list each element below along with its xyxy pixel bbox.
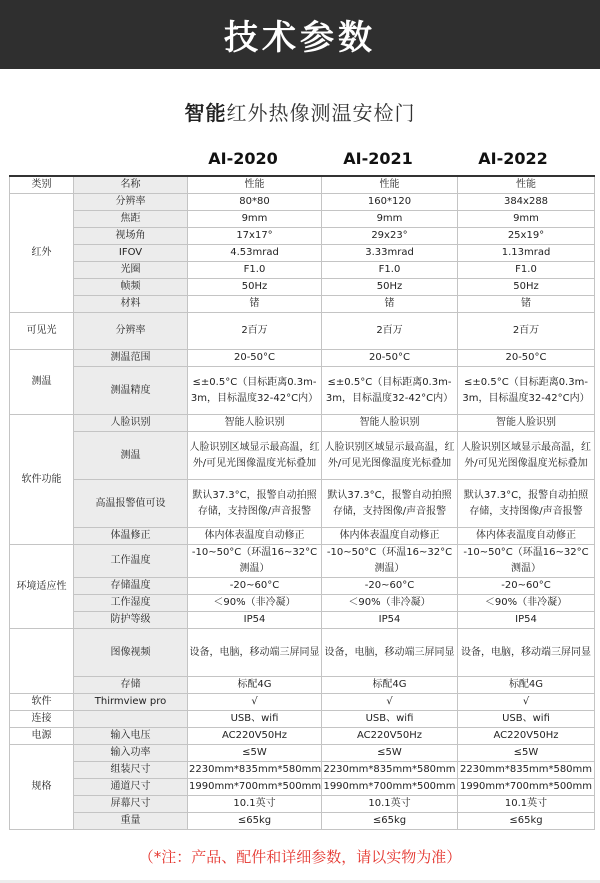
category-cell: 测温 (10, 350, 74, 415)
value-cell: USB、wifi (458, 711, 595, 728)
model-header (0, 145, 600, 175)
param-name-cell: 分辨率 (74, 313, 188, 350)
table-row (10, 545, 595, 578)
value-cell: 9mm (322, 211, 458, 228)
value-cell: 标配4G (322, 677, 458, 694)
value-cell: 标配4G (188, 677, 322, 694)
value-cell: 2百万 (458, 313, 595, 350)
param-name-cell: 重量 (74, 813, 188, 830)
product-title (0, 97, 600, 129)
table-row (10, 279, 595, 296)
value-cell: ＜90%（非冷凝） (458, 595, 595, 612)
table-row (10, 480, 595, 528)
table-row (10, 796, 595, 813)
value-cell: -20~60°C (458, 578, 595, 595)
value-cell: 9mm (458, 211, 595, 228)
param-name-cell: 测温 (74, 432, 188, 480)
value-cell: F1.0 (458, 262, 595, 279)
param-name-cell: 组装尺寸 (74, 762, 188, 779)
value-cell: 25x19° (458, 228, 595, 245)
value-cell: 锗 (458, 296, 595, 313)
model-name: AI-2022 (478, 149, 548, 168)
param-name-cell: 焦距 (74, 211, 188, 228)
value-cell: USB、wifi (188, 711, 322, 728)
value-cell: ≤5W (188, 745, 322, 762)
value-cell: 1.13mrad (458, 245, 595, 262)
category-cell: 软件 (10, 694, 74, 711)
param-name-cell: 体温修正 (74, 528, 188, 545)
category-cell: 软件功能 (10, 415, 74, 545)
param-name-cell: 测温范围 (74, 350, 188, 367)
param-name-cell: 高温报警值可设 (74, 480, 188, 528)
value-cell: 2百万 (188, 313, 322, 350)
value-cell: IP54 (188, 612, 322, 629)
param-name-cell: 工作湿度 (74, 595, 188, 612)
value-cell: AC220V50Hz (188, 728, 322, 745)
table-row (10, 528, 595, 545)
header-banner (0, 0, 600, 69)
value-cell: ≤65kg (458, 813, 595, 830)
value-cell: AC220V50Hz (458, 728, 595, 745)
value-cell: 性能 (322, 176, 458, 194)
param-name-cell: 帧频 (74, 279, 188, 296)
table-row (10, 711, 595, 728)
value-cell: 体内体表温度自动修正 (322, 528, 458, 545)
value-cell: 1990mm*700mm*500mm (188, 779, 322, 796)
param-name-cell: 存储 (74, 677, 188, 694)
table-row (10, 432, 595, 480)
table-row (10, 612, 595, 629)
table-row (10, 578, 595, 595)
footnote: （*注：产品、配件和详细参数，请以实物为准） (138, 848, 462, 866)
table-row (10, 629, 595, 677)
value-cell: 2230mm*835mm*580mm (322, 762, 458, 779)
value-cell: 50Hz (458, 279, 595, 296)
value-cell: 29x23° (322, 228, 458, 245)
value-cell: ＜90%（非冷凝） (322, 595, 458, 612)
category-cell: 类别 (10, 176, 74, 194)
param-name-cell: 名称 (74, 176, 188, 194)
value-cell: 9mm (188, 211, 322, 228)
value-cell: 2230mm*835mm*580mm (458, 762, 595, 779)
value-cell: 默认37.3°C，报警自动拍照存储，支持图像/声音报警 (458, 480, 595, 528)
value-cell: -10~50°C（环温16~32°C测温） (322, 545, 458, 578)
value-cell: 20-50°C (458, 350, 595, 367)
param-name-cell: IFOV (74, 245, 188, 262)
table-row (10, 262, 595, 279)
param-name-cell (74, 711, 188, 728)
value-cell: IP54 (458, 612, 595, 629)
value-cell: AC220V50Hz (322, 728, 458, 745)
product-title-rest: 红外热像测温安检门 (226, 101, 416, 125)
value-cell: 4.53mrad (188, 245, 322, 262)
value-cell: 2230mm*835mm*580mm (188, 762, 322, 779)
value-cell: ≤±0.5°C（目标距离0.3m-3m，目标温度32-42°C内） (188, 367, 322, 415)
table-row (10, 228, 595, 245)
value-cell: 人脸识别区域显示最高温，红外/可见光图像温度光标叠加 (458, 432, 595, 480)
param-name-cell: 通道尺寸 (74, 779, 188, 796)
param-name-cell: 光圈 (74, 262, 188, 279)
value-cell: 性能 (458, 176, 595, 194)
value-cell: 20-50°C (322, 350, 458, 367)
param-name-cell: 防护等级 (74, 612, 188, 629)
table-row (10, 745, 595, 762)
category-cell: 环境适应性 (10, 545, 74, 629)
value-cell: 1990mm*700mm*500mm (322, 779, 458, 796)
table-row (10, 762, 595, 779)
value-cell: 80*80 (188, 194, 322, 211)
value-cell: 10.1英寸 (458, 796, 595, 813)
table-row (10, 415, 595, 432)
param-name-cell: 测温精度 (74, 367, 188, 415)
param-name-cell: 材料 (74, 296, 188, 313)
table-row (10, 194, 595, 211)
value-cell: ≤5W (322, 745, 458, 762)
value-cell: F1.0 (322, 262, 458, 279)
value-cell: 50Hz (188, 279, 322, 296)
param-name-cell: Thirmview pro (74, 694, 188, 711)
value-cell: 默认37.3°C，报警自动拍照存储，支持图像/声音报警 (322, 480, 458, 528)
value-cell: 50Hz (322, 279, 458, 296)
param-name-cell: 存储温度 (74, 578, 188, 595)
value-cell: 3.33mrad (322, 245, 458, 262)
value-cell: USB、wifi (322, 711, 458, 728)
table-row (10, 677, 595, 694)
check-mark: √ (188, 694, 322, 711)
value-cell: 设备，电脑，移动端三屏同显 (458, 629, 595, 677)
value-cell: 1990mm*700mm*500mm (458, 779, 595, 796)
value-cell: 人脸识别区域显示最高温，红外/可见光图像温度光标叠加 (188, 432, 322, 480)
check-mark: √ (322, 694, 458, 711)
value-cell: 智能人脸识别 (188, 415, 322, 432)
spec-table (9, 175, 595, 830)
param-name-cell: 工作温度 (74, 545, 188, 578)
value-cell: 锗 (322, 296, 458, 313)
value-cell: ≤65kg (188, 813, 322, 830)
param-name-cell: 图像视频 (74, 629, 188, 677)
table-row (10, 367, 595, 415)
category-cell: 可见光 (10, 313, 74, 350)
value-cell: 智能人脸识别 (458, 415, 595, 432)
value-cell: 2百万 (322, 313, 458, 350)
table-header-row (10, 176, 595, 194)
category-cell: 规格 (10, 745, 74, 830)
value-cell: 384x288 (458, 194, 595, 211)
category-cell: 电源 (10, 728, 74, 745)
value-cell: 160*120 (322, 194, 458, 211)
table-row (10, 350, 595, 367)
value-cell: 标配4G (458, 677, 595, 694)
category-cell: 连接 (10, 711, 74, 728)
value-cell: 体内体表温度自动修正 (458, 528, 595, 545)
value-cell: 性能 (188, 176, 322, 194)
category-cell: 红外 (10, 194, 74, 313)
model-name: AI-2020 (208, 149, 278, 168)
value-cell: IP54 (322, 612, 458, 629)
value-cell: ＜90%（非冷凝） (188, 595, 322, 612)
value-cell: F1.0 (188, 262, 322, 279)
table-row (10, 245, 595, 262)
category-cell (10, 629, 74, 694)
page-title: 技术参数 (224, 18, 376, 58)
table-row (10, 211, 595, 228)
table-row (10, 813, 595, 830)
table-row (10, 728, 595, 745)
value-cell: 设备，电脑，移动端三屏同显 (322, 629, 458, 677)
product-title-bold: 智能 (184, 101, 227, 125)
value-cell: ≤65kg (322, 813, 458, 830)
param-name-cell: 人脸识别 (74, 415, 188, 432)
value-cell: -10~50°C（环温16~32°C测温） (188, 545, 322, 578)
param-name-cell: 视场角 (74, 228, 188, 245)
value-cell: 20-50°C (188, 350, 322, 367)
table-row (10, 595, 595, 612)
value-cell: 17x17° (188, 228, 322, 245)
param-name-cell: 屏幕尺寸 (74, 796, 188, 813)
value-cell: -20~60°C (188, 578, 322, 595)
table-row (10, 694, 595, 711)
param-name-cell: 输入电压 (74, 728, 188, 745)
model-name: AI-2021 (343, 149, 413, 168)
value-cell: -20~60°C (322, 578, 458, 595)
value-cell: 默认37.3°C，报警自动拍照存储，支持图像/声音报警 (188, 480, 322, 528)
value-cell: 体内体表温度自动修正 (188, 528, 322, 545)
value-cell: 10.1英寸 (322, 796, 458, 813)
table-row (10, 779, 595, 796)
value-cell: ≤5W (458, 745, 595, 762)
value-cell: ≤±0.5°C（目标距离0.3m-3m，目标温度32-42°C内） (458, 367, 595, 415)
param-name-cell: 分辨率 (74, 194, 188, 211)
value-cell: -10~50°C（环温16~32°C测温） (458, 545, 595, 578)
value-cell: 10.1英寸 (188, 796, 322, 813)
table-row (10, 313, 595, 350)
value-cell: 锗 (188, 296, 322, 313)
param-name-cell: 输入功率 (74, 745, 188, 762)
table-row (10, 296, 595, 313)
value-cell: 人脸识别区域显示最高温，红外/可见光图像温度光标叠加 (322, 432, 458, 480)
check-mark: √ (458, 694, 595, 711)
value-cell: 智能人脸识别 (322, 415, 458, 432)
value-cell: 设备，电脑，移动端三屏同显 (188, 629, 322, 677)
value-cell: ≤±0.5°C（目标距离0.3m-3m，目标温度32-42°C内） (322, 367, 458, 415)
